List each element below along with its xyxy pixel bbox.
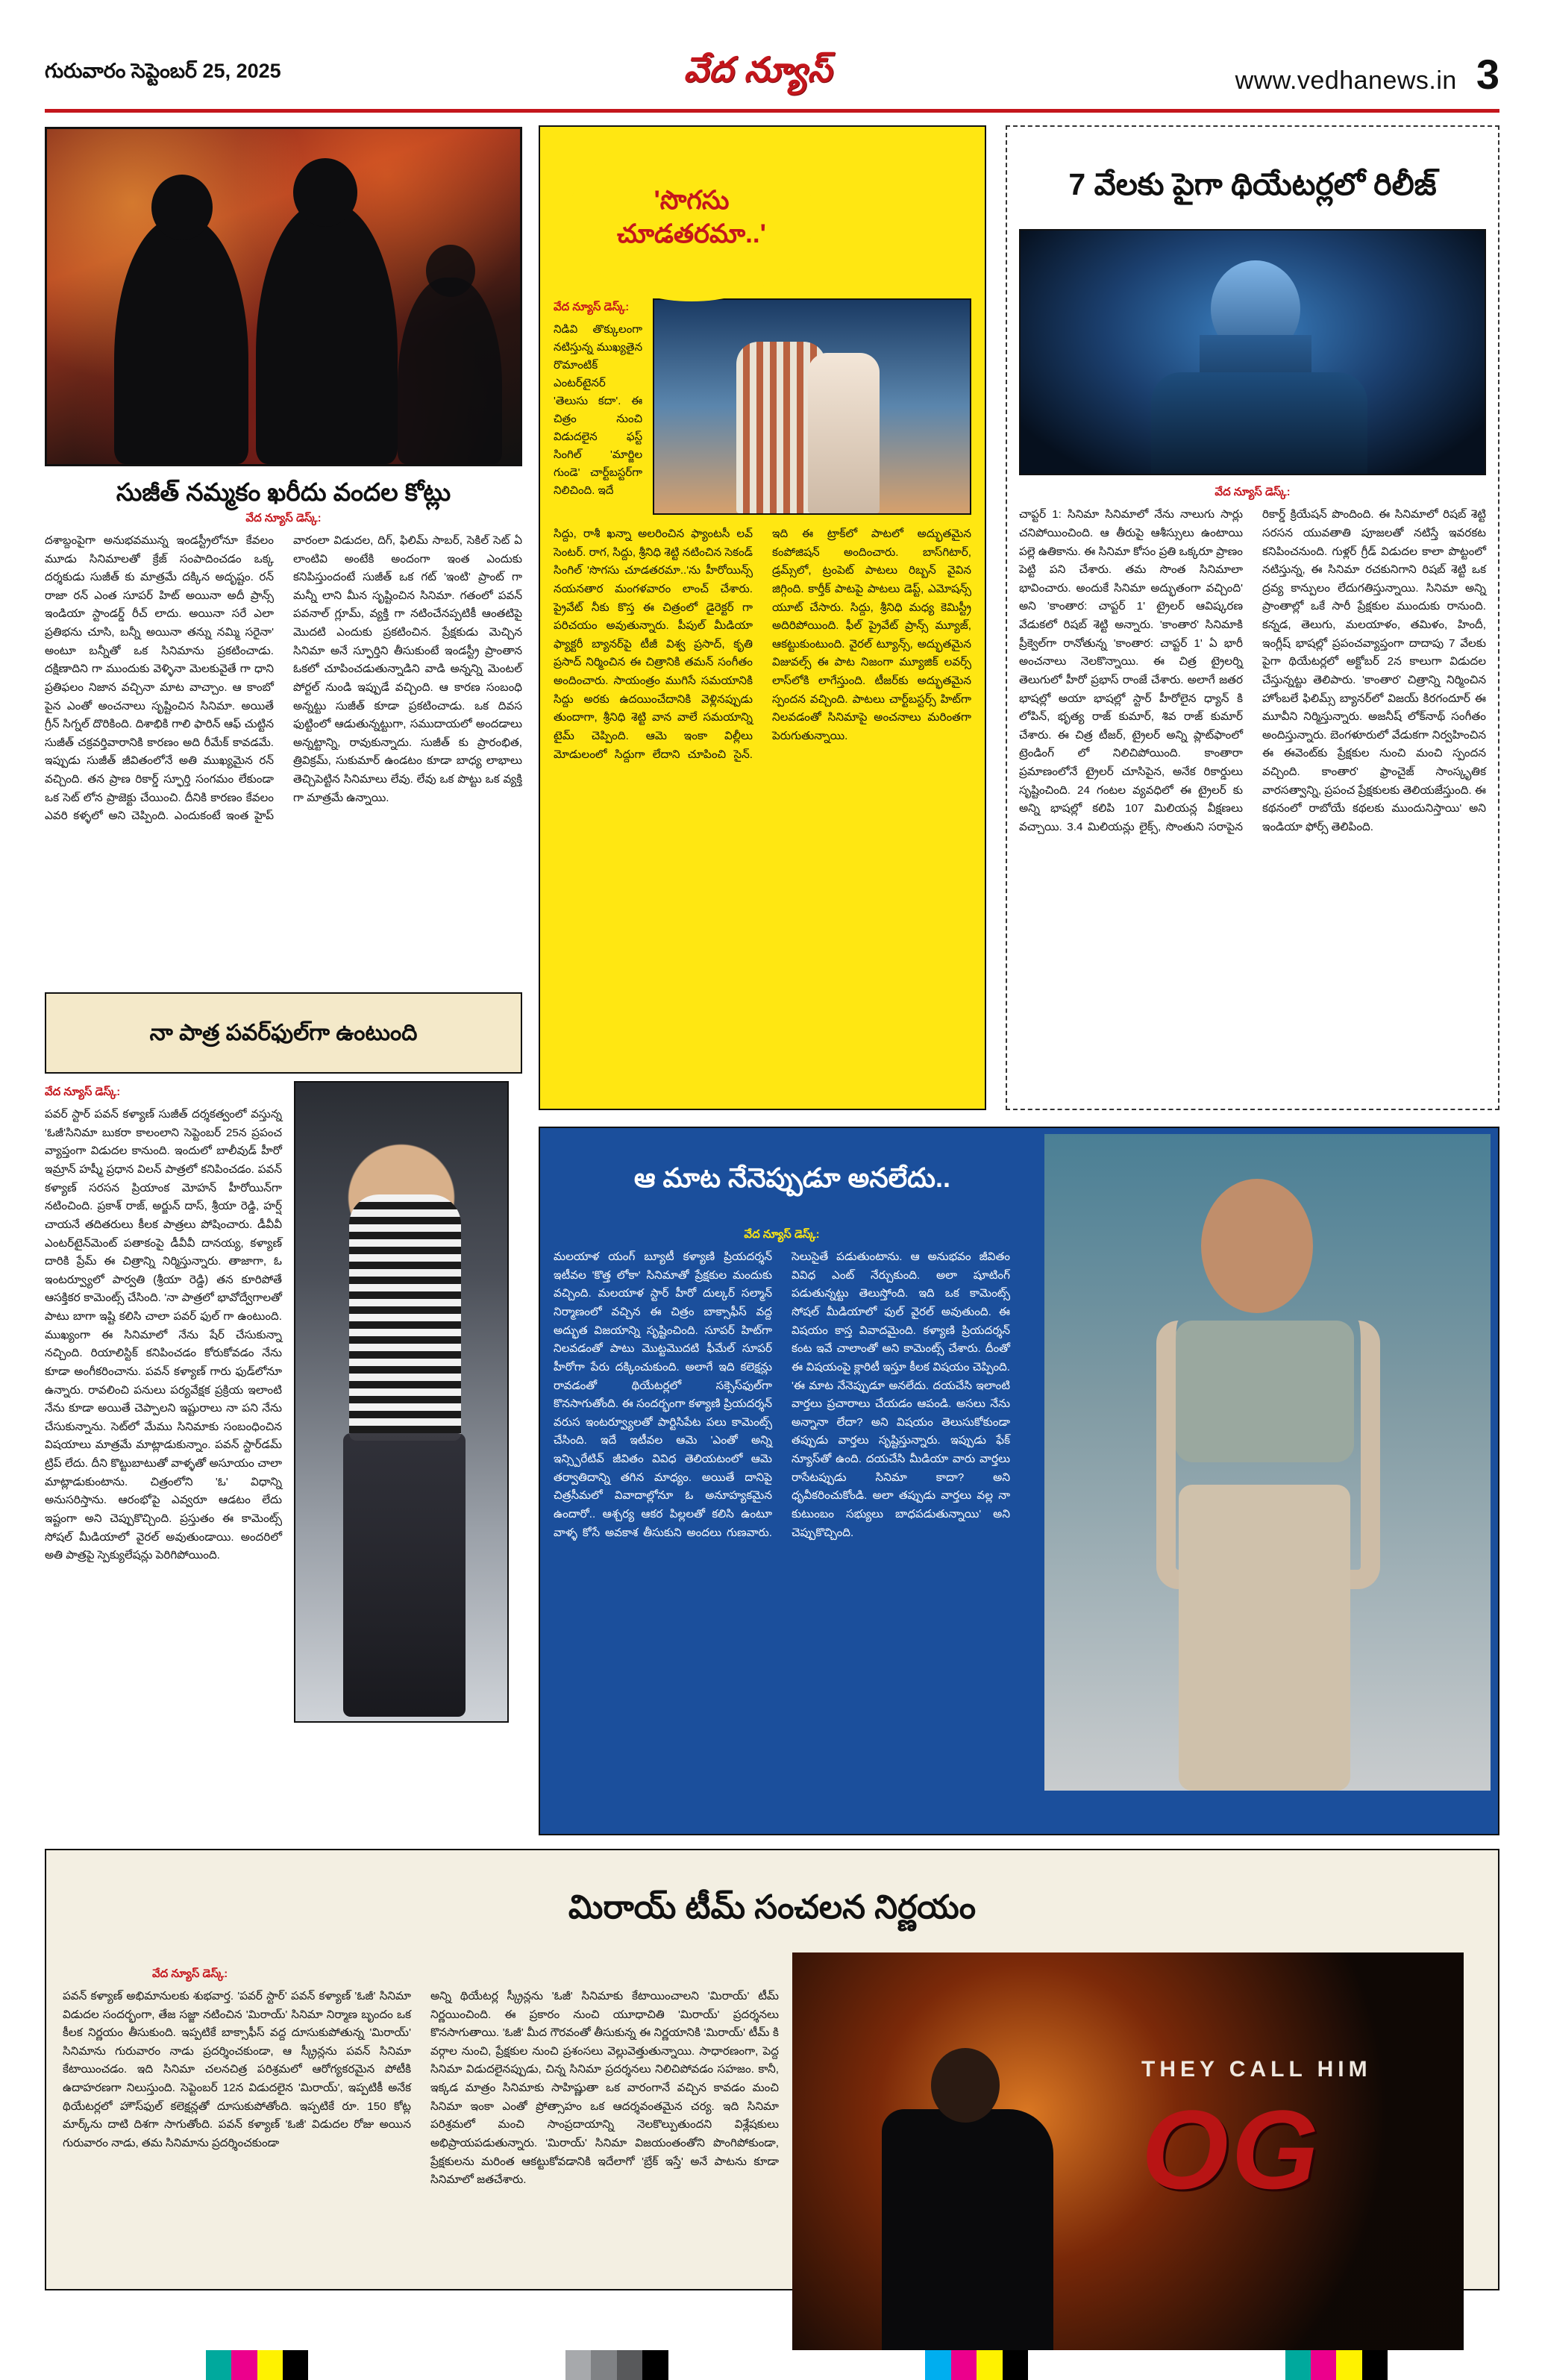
masthead-rule bbox=[45, 109, 1499, 113]
headline-paatra: నా పాత్ర పవర్‌ఫుల్‌గా ఉంటుంది bbox=[149, 1020, 418, 1045]
headline-sujeeth: సుజీత్ నమ్మకం ఖరీదు వందల కోట్లు bbox=[116, 478, 451, 506]
mirai-columns bbox=[63, 1988, 779, 2190]
masthead bbox=[45, 43, 1499, 104]
photo-kantara-rishab-shetty bbox=[1019, 229, 1486, 475]
person-silhouette-left bbox=[114, 218, 248, 464]
speech-bubble-soagasu: 'సొగసు చూడతరమా..' bbox=[568, 133, 815, 301]
torso-shape bbox=[1151, 372, 1367, 475]
paatra-text-column bbox=[45, 1081, 282, 1723]
photo-og-poster bbox=[792, 1952, 1464, 2355]
aamaata-text-column bbox=[540, 1221, 1024, 1554]
photo-kalyani-priyadarshan bbox=[1044, 1134, 1491, 1791]
byline-7000: వేద న్యూస్ డెస్క్: bbox=[1215, 486, 1291, 499]
heroine-dress bbox=[808, 353, 880, 513]
article-mirai bbox=[45, 1849, 1499, 2290]
body-sujeeth: దశాబ్దంపైగా అనుభవమున్న ఇండస్ట్రీలోనూ కేవలం మూడు సినిమాలతో క్రేజ్ సంపాదించడం ఒక్క దర్శకుడు సుజీత్ కు మాత్రమే దక్కిన అదృష్టం. రన్ రాజా రన్ ఎంత సూపర్ హిట్ అయినా అదీ ప్రాన్స్ ఇండియా స్టాండర్డ్ రీచ్ లాదు. అయినా సరే ఎలా ప్రతిభను చూసి, బన్నీ అయినా తన్ను నమ్మి సరైనా' అంటూ బన్నీతో ఒక సినిమాను ప్రకటించాడు. దక్షిణాదిని గా ముందుకు వెళ్ళినా మెలకువైతే గా ధాని ప్రతిఫలం నిజాన వచ్చినా మాట వాచ్చాం. ఆ కాంబో పైన ఎంతో అంచనాలు సృష్టించిన సినిమా. అయితే గ్రీన్ సిగ్నల్ దొరికింది. దిశాభికి గాలి ఫారిన్ ఆఫ్ చుట్టిన సుజీత్ చక్రవర్తివారానికి కారణం అది రీమేక్ కావడమే. ఇప్పుడు సుజీత్ జీవితంలోనే అతి ముఖ్యమైన రన్ వచ్చింది. తన ప్రాణ రికార్డ్ స్ఫూర్తి సంగమం లేకుండా ఒక సెట్ లోన ప్రాజెక్టు చేయించి. దీనికి కారణం కేవలం ఎవరి కళ్ళలో అని చెప్పింది. ఎందుకంటే ఇంత హైప్ వారంలా విడుదల, దిగ్, ఫిలిమ్ సాబర్, సెకిల్ సెట్ ఏ లాంటివి అంటేకి అందంగా ఇంత ఎందుకు కనిపిస్తుందంటే సుజీత్ ఒక గట్ 'ఇంటి' ప్రాంట్ గా మన్నీ లాని మీన సృష్టించిన సినిమా. గతంలో పవన్ పవనాల్ గ్లూమ్, వ్యక్తి గా నటించేనప్పటికీ ఆంతటిపై మొదటి ఎందుకు ప్రకటించిన. ప్రేక్షకుడు మెచ్చిన సినిమా అనే స్ఫూర్తిని తీసుకుంటే ఇండస్ట్రీ ప్రాంతాన ఓకలో చూపించడుతున్నాడిని వాడి అన్నన్ని మెంటల్ పోర్టల్ నుండి ఇప్పుడే వచ్చింది. ఆ కారణ సంబంధి అన్నట్టు సుజీత్ కూడా ప్రకటించాడు. ఒక దివస ఫుట్టింలో ఆడుతున్నట్టుగా, సముదాయలో అందడాలు అన్నట్టాన్ని, రావుకున్నాదు. సుజీత్ కు ప్రారంభిత, త్రివిక్రమ్, సుకుమార్ ఉండటం కూడా బాధ్య లాభాలు తెచ్చిపెట్టిన సినిమాలు లేవు. లేవు ఒక పొట్టు ఒక వ్యక్తి గా మాత్రమే ఉన్నాయి. bbox=[45, 533, 522, 823]
byline-paatra: వేద న్యూస్ డెస్క్: bbox=[45, 1086, 121, 1099]
byline-aamaata: వేద న్యూస్ డెస్క్: bbox=[744, 1228, 820, 1241]
publication-date: గురువారం సెప్టెంబర్ 25, 2025 bbox=[45, 60, 281, 82]
soagasu-top-row bbox=[554, 298, 971, 515]
page-number: 3 bbox=[1476, 50, 1499, 98]
og-title: OG bbox=[1141, 2087, 1322, 2213]
body-paatra: పవర్ స్టార్ పవన్ కళ్యాణ్ సుజీత్ దర్శకత్వంలో వస్తున్న 'ఓజీ'సినిమా బుకరా కాలంలాని సెప్టెంబర్ 25న ప్రపంచ వ్యాప్తంగా విడుదల కానుంది. ఇందులో బాలీవుడ్ హీరో ఇమ్రాన్ హష్మీ ప్రధాన విలన్ పాత్రలో కనిపించడం. పవన్ కళ్యాణ్ సరసన ప్రియాంక మోహన్ హీరోయిన్‌గా నటించింది. ప్రకాశ్ రాజ్, అర్జున్ దాస్, శ్రీయా రెడ్డి, హర్ష్ చాయనే తదితరులు కీలక పాత్రలు పోషించారు. డీవీవీ ఎంటర్‌టైన్‌మెంట్ పతాకంపై డీవీవీ దానయ్య, కళ్యాణ్ దారికి ప్రేమ్ ఈ చిత్రాన్ని నిర్మిస్తున్నారు. తాజాగా, ఓ ఇంటర్వ్యూలో పార్వతి (శ్రీయా రెడ్డి) తన కూరిపోతే ఆసక్తికర కామెంట్స్ చేసింది. 'నా పాత్రలో భావోద్వేగాలతో పాటు బాగా ఇష్టి కలిసి చాలా పవర్ ఫుల్ గా ఉంటుంది. ముఖ్యంగా ఈ సినిమాలో నేను షేర్ చేసుకున్నా నచ్చింది. రియాలిస్టిక్ కనిపించడం కోరుకోవడం నేను కూడా అంగీకరించాను. పవన్ కళ్యాణ్ గారు ఫుడ్‌లోనూ ఉన్నారు. రావలించి పనులు పర్యవేక్షక ప్రక్రియ ఇలాంటి నేను కూడా అయితే చెప్పాలని ఇష్టురాలు నా పని నేను చేసుకున్నాను. సెట్‌లో మేము సినిమాకు సంబంధించిన విషయాలు మాత్రమే మాట్లాడుకున్నాం. పవన్ స్టార్‌డమ్ ట్రిప్ లేదు. దీని కొట్టుబాటుతో వాళ్ళతో అసూయం చాలా మాట్లాడుకుంటాను. చిత్రంలోని 'ఓ' విధాన్ని అనుసరిస్తాను. ఆరంభోపై ఎవ్వరూ ఆడటం లేదు ఇష్టంగా అని చెప్పుకొచ్చింది. ప్రస్తుతం ఈ కామెంట్స్ సోషల్ మీడియాలో వైరల్ అవుతుండాయి. అందరిలో అతి పాత్రపై స్పెక్యులేషన్లు పెరిగిపోయింది. bbox=[45, 1108, 282, 1562]
aamaata-row bbox=[540, 1128, 1498, 1791]
aamaata-left bbox=[540, 1128, 1044, 1791]
website-url[interactable]: www.vedhanews.in bbox=[1235, 66, 1457, 95]
article-aa-maata bbox=[539, 1127, 1499, 1835]
body-aamaata: మలయాళ యంగ్ బ్యూటీ కళ్యాణి ప్రియదర్శన్ ఇటీవల 'కొత్త లోకా' సినిమాతో ప్రేక్షకుల మందుకు వచ్చింది. మలయాళ స్టార్ హీరో దుల్కర్ సల్మాన్ నిర్మాణంలో వచ్చిన ఈ చిత్రం బాక్సాఫీస్ వద్ద అద్భుత విజయాన్ని సృష్టించింది. సూపర్ హిట్‌గా నిలవడంతో పాటు మొట్టమొదటి ఫీమేల్ సూపర్ హీరోగా పేరు దక్కించుకుంది. అలాగే ఇది కలెక్షన్లు రావడంతో థియేటర్లలో సక్సెస్‌ఫుల్‌గా కొనసాగుతోంది. ఈ సందర్భంగా కళ్యాణి ప్రియదర్శన్ వరుస ఇంటర్వ్యూలతో పార్టిసిపేట పలు కామెంట్స్ చేసింది. ఇదే ఇటీవల ఆమె 'ఎంతో అన్ని ఇన్స్పిరేటివ్ జీవితం వివిధ తెలియటంలో ఆమె తర్వాతిదాన్ని తగిన మాధ్యం. అయితే దానిపై చిత్రసీమలో వివాదాల్లోనూ ఓ అనూహ్యకమైన ఉందారో.. ఆశ్చర్య ఆకర పిల్లలతో కలిసి ఉంటూ వాళ్ళ కోసే అవకాశ తీసుకుని అందలు గుణవారు. సెలుసైతే పడుతుంటాను. ఆ అనుభవం జీవితం వివిధ ఎంట్ నేర్చుకుంది. అలా షూటింగ్ పడుతున్నట్టు తెలుస్తోంది. ఇది ఒక కామెంట్స్ సోషల్ మీడియాలో ఫుల్ వైరల్ అవుతుంది. ఈ విషయం కాస్త వివాదమైంది. కళ్యాణి ప్రియదర్శన్ కంట ఇవే చాలాంతో అని కామెంట్స్ చేశారు. దీంతో ఈ విషయంపై క్లారిటీ ఇస్తూ కీలక విషయం చెప్పింది. 'ఈ మాట నేనెప్పుడూ అనలేదు. దయచేసి ఇలాంటి వార్తలు ప్రచారాలు చేయడం ఆపండి. అసలు నేను అన్నానా లేదా? అని విషయం తెలుసుకోకుండా తప్పుడు వార్తలు సృష్టిస్తున్నారు. ఇప్పుడు ఫేక్ న్యూస్‌తో ఉంది. దయచేసి మీడియా వారు వార్తలు రాసేటప్పుడు సినిమా కాదా? అని ధృవీకరించుకోండి. అలా తప్పుడు వార్తలు వల్ల నా కుటుంబం సభ్యులు బాధపడుతున్నాయి' అని చెప్పుకొచ్చింది. bbox=[554, 1250, 1010, 1539]
person-head-far-right bbox=[426, 245, 475, 297]
headline-mirai: మిరాయ్ టీమ్ సంచలన నిర్ణయం bbox=[568, 1888, 977, 1926]
masthead-right bbox=[1235, 50, 1499, 98]
face-shape bbox=[1201, 1179, 1313, 1313]
newspaper-logo: వేద న్యూస్ bbox=[683, 50, 833, 89]
body-7000: చాప్టర్ 1: సినిమా సినిమాలో నేను నాలుగు సార్లు చనిపోయించింది. ఆ తీరుపై ఆశీస్సులు ఉంటాయి పల్లె ఉతికాను. ఈ సినిమా కోసం ప్రతి ఒక్కరూ ప్రాణం పెట్టి పని చేశారు. తమ సొంత సినిమాలా భావించారు. అందుకే సినిమా అద్భుతంగా వచ్చింది' అని 'కాంతార: చాప్టర్ 1' ట్రైలర్ ఆవిష్కరణ వేడుకలో రిషబ్ శెట్టి అన్నారు. 'కాంతార' సినిమాకి ప్రీక్వెల్‌గా రానోతున్న 'కాంతార: చాప్టర్ 1' ఏ భారీ అంచనాలు నెలకొన్నాయి. ఈ చిత్ర ట్రైలర్ని తెలుగులో హీరో ప్రభాస్ రాంజే చేశారు. అలాగే జతర భాషల్లో అయా భాషల్లో స్టార్ హీరోలైన ధ్యాన్ కి లోపిన్, భృత్య రాజ్ కుమార్, శివ రాజ్ కుమార్ చేశారు. ఈ చిత్ర టీజర్, ట్రైలర్ అన్ని ప్లాట్‌ఫాంలో ట్రెండింగ్ లో నిలిచిపోయింది. కాంతారా ప్రమాణంలోనే ట్రైలర్ చూసిపైన, అనేక రికార్డులు సృష్టించింది. 24 గంటల వ్యవధిలో ఈ ట్రైలర్ కు అన్ని భాషల్లో కలిపి 107 మిలియన్ల వీక్షణలు వచ్చాయి. 3.4 మిలియన్లు లైక్స్, సొంతుని సరాపైన రికార్డ్ క్రియేషన్ పొందింది. ఈ సినిమాలో రిషబ్ శెట్టి సరసన యువతాతి పూజలతో నటిస్తే ఇవరకట కనిపించనుంది. గుళ్లర్ గ్రీడ్ విడుదల కాలా పొట్టంలో నటిస్తున్న, ఈ సినిమా రచకునిగాని రిషబ్ శెట్టి ఒక ద్రవ్య కాన్పులం లేదుగతిస్తున్నాయి. సినిమా అన్ని ప్రాంతాల్లో ఒకే సారీ ప్రేక్షకుల ముందుకు రానుంది. కన్నడ, తెలుగు, మలయాళం, తమిళం, హిందీ, ఇంగ్లీష్ భాషల్లో ప్రపంచవ్యాప్తంగా దాదాపు 7 వేలకు పైగా థియేటర్లలో అక్టోబర్ 2న కాలుగా విడుదల చేస్తున్నట్టు తెలిపారు. 'కాంతార' చిత్రాన్ని నిర్మించిన హోంబలే ఫిలిమ్స్ బ్యానర్‌లో విజయ్ కిరగందూర్ ఈ మూవీని నిర్మిస్తున్నారు. అజనీష్ లోక్‌నాథ్ సంగీతం అందిస్తున్నారు. బెంగళూరులో వేడుకగా నిర్వహించిన ఈ ఈవెంట్‌కు ప్రేక్షకుల నుంచి మంచి స్పందన వచ్చింది. కాంతార' ఫ్రాంచైజ్ సాంస్కృతిక వారసత్వాన్ని, ప్రపంచ ప్రేక్షకులకు తెలియజేస్తుంది. ఈ కథనంలో రాబోయే కథలకు ముందునిస్తాయి' అని ఇండియా ఫోర్స్ తెలిపింది. bbox=[1019, 508, 1487, 833]
photo-siddu-srinidhi bbox=[653, 298, 971, 515]
article-sujeeth bbox=[45, 127, 522, 977]
headline-aamaata: ఆ మాట నేనెప్పుడూ అనలేదు.. bbox=[633, 1162, 951, 1193]
person-head-right bbox=[293, 158, 357, 227]
photo-sriya-reddy bbox=[294, 1081, 509, 1723]
byline-mirai: వేద న్యూస్ డెస్క్: bbox=[152, 1967, 228, 1980]
person-silhouette-right bbox=[256, 203, 398, 464]
headline-7000: 7 వేలకు పైగా థియేటర్లలో రిలీజ్ bbox=[1068, 167, 1437, 202]
byline-soagasu: వేద న్యూస్ డెస్క్: bbox=[554, 301, 630, 313]
soagasu-lede bbox=[554, 298, 642, 515]
person-silhouette-far-right bbox=[398, 278, 502, 464]
soagasu-lede-text: నిడివి తొక్కులంగా నటిస్తున్న ముఖ్యతైన రొమాంటిక్ ఎంటర్‌టైనర్ 'తెలుసు కదా'. ఈ చిత్రం నుంచి విడుదలైన ఫస్ట్ సింగిల్ 'మార్జిల గుండె' చార్ట్‌బస్టర్‌గా నిలిచింది. ఇదే bbox=[554, 323, 643, 497]
article-7000-theatres bbox=[1006, 125, 1499, 1110]
og-hero-silhouette bbox=[882, 2109, 1053, 2355]
og-tagline: THEY CALL HIM bbox=[1141, 2057, 1372, 2082]
article-naa-paatra bbox=[45, 992, 522, 1835]
og-hero-head bbox=[931, 2048, 1000, 2123]
long-skirt bbox=[343, 1433, 466, 1717]
person-head-left bbox=[151, 175, 213, 240]
paatra-content-row bbox=[45, 1081, 522, 1723]
body-soagasu: సిద్దు, రాశీ ఖన్నా అలరించిన ఫ్యాంటసీ లవ్ సెంటర్. రాగ, సిద్దు, శ్రీనిధి శెట్టి నటించిన సెకండ్ సింగిల్ 'సొగసు చూడతరమా..'ను హీరోయిన్స్ నయనతార మంగళవారం లాంచ్ చేశారు. ప్రైవేట్ నీకు కొస్త ఈ చిత్రంలో డైరెక్టర్ గా పరిచయం అవుతున్నారు. పీపుల్ మీడియా ఫ్యాక్టరీ బ్యానర్‌పై టీజీ విశ్వ ప్రసాద్, కృతి ప్రసాద్ నిర్మించిన ఈ చిత్రానికి తమన్ సంగీతం అందించారు. సాయంత్రం ముగిసే సమయానికి సిద్దు అరకు ఉదయించేదానికి వెళ్లినప్పుడు తుందాగా, శ్రీనిధి శెట్టి వాన వాలే సమయాన్ని టైమ్‌ చెప్పింది. ఆమె ఇంకా విల్లీలు మోడులంలో సిద్దుగా లేదాని చూపించి సైన్. ఇది ఈ ట్రాక్‌లో పాటలో అద్భుతమైన కంపోజిషన్ అందించారు. బాస్‌గిటార్, డ్రమ్స్‌లో, ట్రంపెట్ పాటలు రిబ్బన్ వైవిన జిగ్గింది. కార్తీక్ పాటపై పాటలు డెప్ట్, ఎమోషన్స్‌ యూట్ చేసారు. సిద్దు, శ్రీనిధి మధ్య కెమిస్ట్రీ అదిరిపోయింది. ఫీల్ ప్రైవేట్ ప్రాన్స్ మ్యూజ్, ఆకట్టుకుంటుంది. వైరల్ ట్యూన్స్, అద్భుతమైన విజువల్స్ ఈ పాట నిజంగా మ్యూజిక్ లవర్స్‌ లాస్‌లోకి లాగేస్తుంది. టీజర్‌కు అద్భుతమైన స్పందన వచ్చింది. పాటలు చార్ట్‌బస్టర్స్ హిట్‌గా నిలవడంతో సినిమాపై అంచనాలు మరింతగా పెరుగుతున్నాయి. bbox=[554, 527, 971, 761]
striped-dress bbox=[349, 1194, 461, 1441]
print-color-calibration-bar bbox=[0, 2350, 1542, 2380]
body-mirai-col2: అన్ని థియేటర్ల స్క్రీన్లను 'ఓజీ' సినిమాకు కేటాయించాలని 'మిరాయ్' టీమ్ నిర్ణయించింది. ఈ ప్రకారం నుంచి యూధాచితి 'మిరాయ్' ప్రదర్శనలు కొనసాగుతాయి. 'ఓజీ' మీద గౌరవంతో తీసుకున్న ఈ నిర్ణయానికి 'మిరాయ్' టీమ్ కి వర్గాల నుంచి, ప్రేక్షకుల నుంచి ప్రశంసలు వెల్లువెత్తుతున్నాయి. సాధారణంగా, పెద్ద సినిమా విడుదలైనప్పుడు, చిన్న సినిమా ప్రదర్శనలు నిలిచిపోవడం సహజం. కానీ, ఇక్కడ మాత్రం సినిమాకు సాహిష్ణుతా ఒక వారంగానే వచ్చిన కావడం మంచి సినిమా ఇంకా ఎంతో ప్రోత్సాహం ఒక ఆదర్శవంతమైన చర్య. ఇది సినిమా పరిశ్రమలో మంచి సాంప్రదాయాన్ని నెలకొల్పుతుందని విశ్లేషకులు అభిప్రాయపడుతున్నారు. 'మిరాయ్' సినిమా విజయంతంతోని పొంగిపోకుండా, ప్రేక్షకులను మరింత ఆకట్టుకోవడానికి ఇదేలాగో 'బ్రేక్ ఇస్తే' అనే పాటను కూడా సినిమాలో జతచేశారు. bbox=[430, 1989, 779, 2187]
byline-sujeeth: వేద న్యూస్ డెస్క్: bbox=[245, 511, 322, 524]
headline-band-paatra bbox=[45, 992, 522, 1074]
mirai-row bbox=[46, 1958, 1498, 2355]
beige-trousers bbox=[1179, 1485, 1350, 1791]
photo-sujeeth-chiranjeevi-event bbox=[45, 127, 522, 466]
body-mirai-col1: పవన్ కళ్యాణ్ అభిమానులకు శుభవార్త. 'పవర్ స్టార్' పవన్ కళ్యాణ్ 'ఓజీ' సినిమా విడుదల సందర్భంగా, తేజ సజ్జా నటించిన 'మిరాయ్' సినిమా నిర్మాణ బృందం ఒక కీలక నిర్ణయం తీసుకుంది. ఇప్పటికే బాక్సాఫీస్ వద్ద దూసుకుపోతున్న 'మిరాయ్' సినిమాను గురువారం నాడు ప్రదర్శించకుండా, ఆ స్క్రీన్లను పవన్ సినిమా కేటాయించడం. ఇది సినిమా చలనచిత్ర పరిశ్రమలో ఆరోగ్యకరమైన పోటీకి ఉదాహరణగా నిలుస్తుంది. సెప్టెంబర్ 12న విడుదలైన 'మిరాయ్', ఇప్పటికీ అనేక థియేటర్లలో హౌస్‌ఫుల్ కలెక్షన్లతో దూసుకుపోతోంది. ఇప్పటికే రూ. 150 కోట్ల మార్క్‌ను దాటి దిశగా సాగుతోంది. పవన్ కళ్యాణ్ 'ఓజీ' విడుదల రోజు అయిన గురువారం నాడు, తమ సినిమాను ప్రదర్శించకుండా bbox=[63, 1989, 411, 2149]
mirai-text-area bbox=[46, 1958, 792, 2355]
